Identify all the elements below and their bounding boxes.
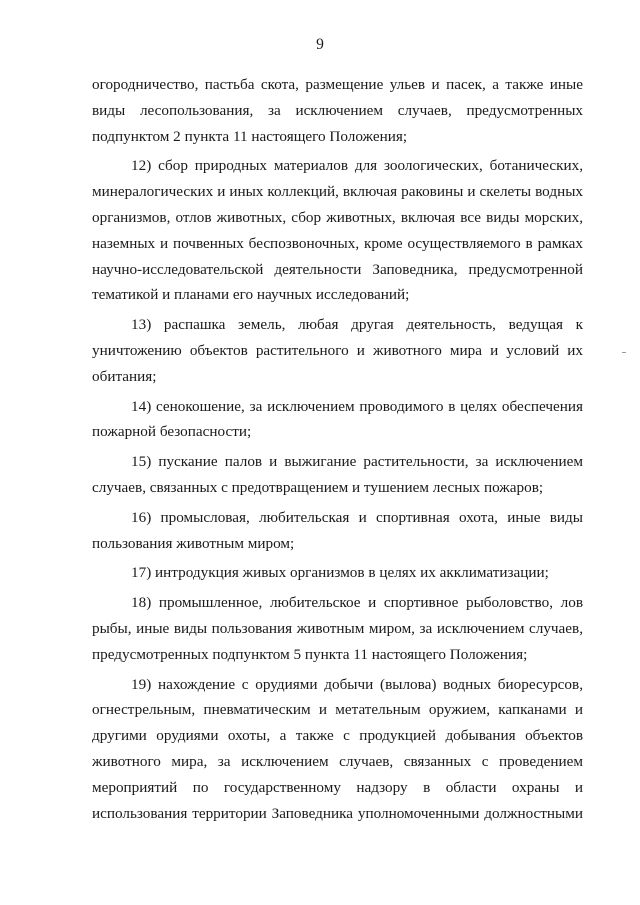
paragraph-item-14: 14) сенокошение, за исключением проводимого в целях обеспечения пожарной безопасности; [92,397,583,441]
document-body [92,72,583,826]
paragraph-item-13: 13) распашка земель, любая другая деятельность, ведущая к уничтожению объектов растительного и животного мира и условий их обитания; [92,316,583,385]
paragraph-item-15: 15) пускание палов и выжигание растительности, за исключением случаев, связанных с предотвращением и тушением лесных пожаров; [92,453,583,496]
paragraph-item-18: 18) промышленное, любительское и спортивное рыболовство, лов рыбы, иные виды пользования животным миром, за исключением случаев, предусмотренных подпунктом 5 пункта 11 настоящего Положения; [92,594,583,663]
scan-margin-mark [622,352,626,353]
paragraph-item-19: 19) нахождение с орудиями добычи (вылова) водных биоресурсов, огнестрельным, пневматическим и метательным оружием, капканами и другими орудиями охоты, а также с продукцией добывания объектов животного мира, за исключением случаев, связанных с проведением мероприятий по государственному надзору в области охраны и использования территории Заповедника уполномоченными должностными [92,675,583,822]
paragraph-continuation: огородничество, пастьба скота, размещение ульев и пасек, а также иные виды лесопользования, за исключением случаев, предусмотренных подпунктом 2 пункта 11 настоящего Положения; [92,76,583,145]
paragraph-item-12: 12) сбор природных материалов для зоологических, ботанических, минералогических и иных коллекций, включая раковины и скелеты водных организмов, отлов животных, сбор животных, включая все виды морских, наземных и почвенных беспозвоночных, кроме осуществляемого в рамках научно-исследовательской деятельности Заповедника, предусмотренной тематикой и планами его научных исследований; [92,157,583,304]
paragraph-item-16: 16) промысловая, любительская и спортивная охота, иные виды пользования животным миром; [92,508,583,552]
paragraph-item-17: 17) интродукция живых организмов в целях их акклиматизации; [131,564,549,582]
page-number: 9 [316,36,324,53]
